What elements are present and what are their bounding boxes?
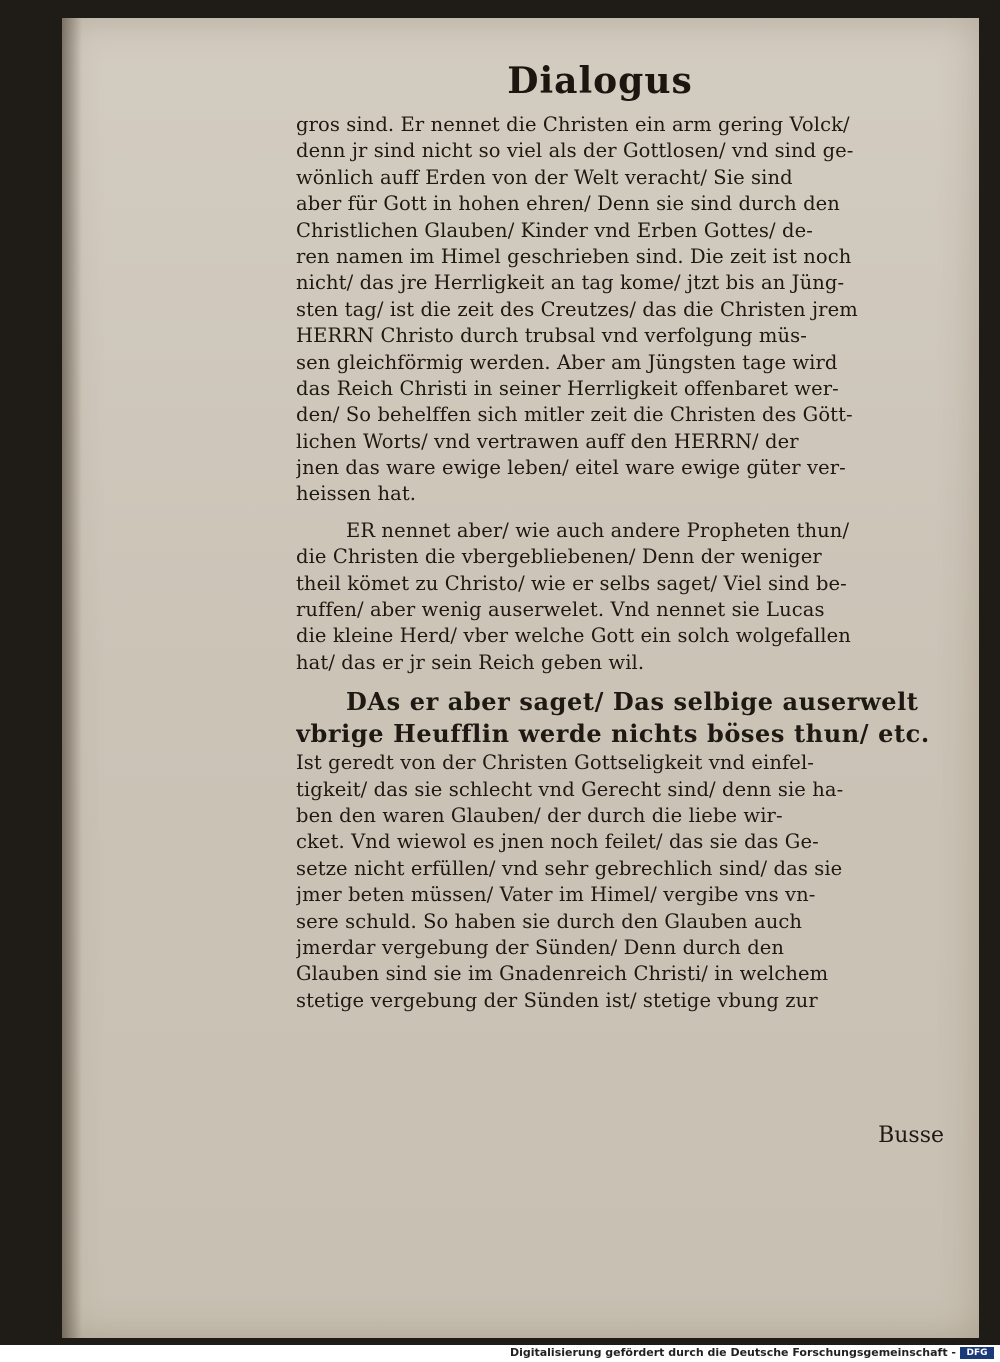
text-line: Glauben sind sie im Gnadenreich Christi/ in welchem (296, 962, 829, 986)
text-line: sere schuld. So haben sie durch den Glauben auch (296, 909, 803, 933)
running-head: Dialogus (507, 60, 693, 102)
text-line: denn jr sind nicht so viel als der Gottlosen/ vnd sind ge- (296, 139, 854, 163)
text-line: Ist geredt von der Christen Gottseligkeit vnd einfel- (296, 751, 814, 775)
text-line: jmer beten müssen/ Vater im Himel/ vergibe vns vn- (296, 883, 816, 907)
text-line: sen gleichförmig werden. Aber am Jüngsten tage wird (296, 350, 838, 374)
text-line: gros sind. Er nennet die Christen ein arm gering Volck/ (296, 113, 850, 136)
text-line: Christlichen Glauben/ Kinder vnd Erben Gottes/ de- (296, 218, 813, 242)
text-line (296, 686, 936, 718)
text-line: aber für Gott in hohen ehren/ Denn sie sind durch den (296, 192, 840, 216)
paragraph-2 (296, 518, 936, 676)
paragraph-3 (296, 686, 936, 1014)
text-line (296, 718, 936, 750)
text-line: sten tag/ ist die zeit des Creutzes/ das die Christen jrem (296, 297, 858, 321)
text-line: HERRN Christo durch trubsal vnd verfolgung müs- (296, 324, 807, 348)
text-line: cket. Vnd wiewol es jnen noch feilet/ das sie das Ge- (296, 830, 819, 854)
text-line: die kleine Herd/ vber welche Gott ein solch wolgefallen (296, 624, 851, 648)
text-line: hat/ das er jr sein Reich geben wil. (296, 650, 645, 674)
text-line: wönlich auff Erden von der Welt veracht/ Sie sind (296, 165, 793, 189)
paragraph-1 (296, 112, 936, 508)
text-line: die Christen die vbergebliebenen/ Denn der weniger (296, 545, 822, 569)
text-line: ruffen/ aber wenig auserwelet. Vnd nennet sie Lucas (296, 598, 825, 622)
gutter-shadow (62, 18, 82, 1338)
text-line: den/ So behelffen sich mitler zeit die Christen des Gött- (296, 403, 853, 427)
text-line-emphasis: DAs er aber saget/ Das selbige auserwelt (346, 687, 919, 717)
text-line: setze nicht erfüllen/ vnd sehr gebrechlich sind/ das sie (296, 856, 843, 880)
text-line: theil kömet zu Christo/ wie er selbs saget/ Viel sind be- (296, 571, 847, 595)
text-line-emphasis: vbrige Heufflin werde nichts böses thun/ etc. (296, 719, 930, 749)
catchword: Busse (878, 1123, 944, 1148)
text-line: ben den waren Glauben/ der durch die liebe wir- (296, 803, 783, 827)
text-line: ren namen im Himel geschrieben sind. Die zeit ist noch (296, 244, 852, 268)
text-line: jnen das ware ewige leben/ eitel ware ewige güter ver- (296, 456, 846, 480)
text-line: stetige vergebung der Sünden ist/ stetige vbung zur (296, 988, 818, 1012)
text-line: lichen Worts/ vnd vertrawen auff den HERRN/ der (296, 429, 799, 453)
dfg-logo: DFG (960, 1347, 994, 1359)
text-line: heissen hat. (296, 482, 417, 506)
text-line: jmerdar vergebung der Sünden/ Denn durch den (296, 935, 785, 959)
text-line: tigkeit/ das sie schlecht vnd Gerecht sind/ denn sie ha- (296, 777, 844, 801)
footer (0, 1345, 1000, 1362)
text-line: ER nennet aber/ wie auch andere Propheten thun/ (346, 518, 850, 542)
page-text (296, 112, 936, 1024)
funding-credit: Digitalisierung gefördert durch die Deutsche Forschungsgemeinschaft - (509, 1346, 956, 1359)
text-line: das Reich Christi in seiner Herrligkeit offenbaret wer- (296, 376, 839, 400)
text-line: nicht/ das jre Herrligkeit an tag kome/ jtzt bis an Jüng- (296, 271, 845, 295)
